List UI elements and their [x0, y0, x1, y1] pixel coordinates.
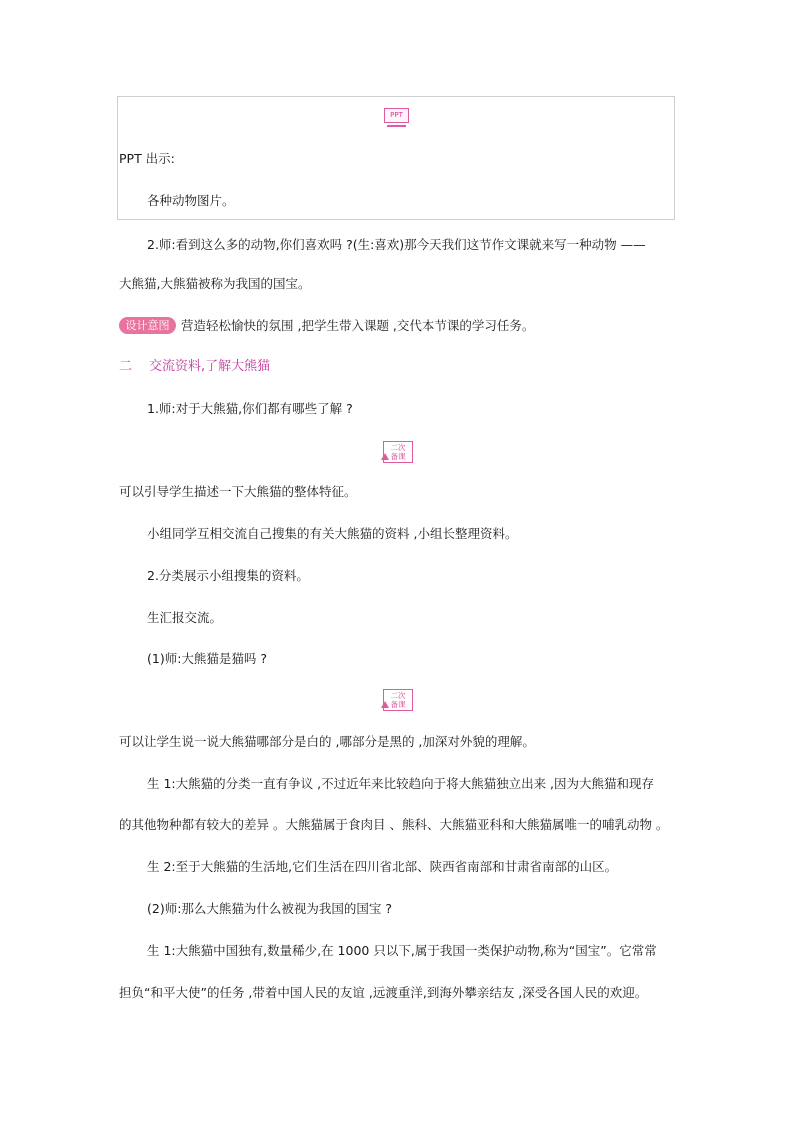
section-title: 交流资料,了解大熊猫 — [149, 359, 271, 374]
student-1-answer-line1: 生 1:大熊猫的分类一直有争议 ,不过近年来比较趋向于将大熊猫独立出来 ,因为大熊猫和现存 — [147, 776, 655, 791]
question-4: (2)师:那么大熊猫为什么被视为我国的国宝 ? — [147, 901, 393, 916]
ppt-content: 各种动物图片。 — [147, 193, 235, 208]
prep-icon-label-b: 备课 — [390, 700, 406, 709]
group-exchange: 小组同学互相交流自己搜集的有关大熊猫的资料 ,小组长整理资料。 — [147, 526, 518, 541]
design-intent-text: 营造轻松愉快的氛围 ,把学生带入课题 ,交代本节课的学习任务。 — [181, 318, 535, 333]
guide-note-2: 可以让学生说一说大熊猫哪部分是白的 ,哪部分是黑的 ,加深对外貌的理解。 — [119, 734, 535, 749]
second-prep-icon — [383, 689, 413, 713]
section-number: 二 — [119, 359, 133, 374]
prep-icon-label-a: 二次 — [390, 443, 406, 452]
teacher-intro-line2: 大熊猫,大熊猫被称为我国的国宝。 — [119, 276, 311, 291]
question-2: 2.分类展示小组搜集的资料。 — [147, 568, 309, 583]
student-1-answer-line2: 的其他物种都有较大的差异 。大熊猫属于食肉目 、熊科、大熊猫亚科和大熊猫属唯一的哺乳动物 。 — [119, 817, 669, 832]
teacher-intro-line1: 2.师:看到这么多的动物,你们喜欢吗 ?(生:喜欢)那今天我们这节作文课就来写一种动物 —— — [147, 237, 646, 252]
student-2-answer: 生 2:至于大熊猫的生活地,它们生活在四川省北部、陕西省南部和甘肃省南部的山区。 — [147, 859, 618, 874]
ppt-heading: PPT 出示: — [119, 151, 175, 166]
prep-icon-label-b: 备课 — [390, 452, 406, 461]
student-3-answer-line2: 担负“和平大使”的任务 ,带着中国人民的友谊 ,远渡重洋,到海外攀亲结友 ,深受各国人民的欢迎。 — [119, 985, 648, 1000]
ppt-icon-label: PPT — [384, 108, 409, 123]
ppt-icon — [384, 108, 409, 128]
student-3-answer-line1: 生 1:大熊猫中国独有,数量稀少,在 1000 只以下,属于我国一类保护动物,称为“国宝”。它常常 — [147, 943, 657, 958]
prep-icon-label-a: 二次 — [390, 691, 406, 700]
question-3: (1)师:大熊猫是猫吗 ? — [147, 651, 268, 666]
question-1: 1.师:对于大熊猫,你们都有哪些了解 ? — [147, 401, 353, 416]
design-intent-badge: 设计意图 — [119, 317, 176, 334]
student-report: 生汇报交流。 — [147, 610, 223, 625]
second-prep-icon — [383, 441, 413, 465]
guide-note-1: 可以引导学生描述一下大熊猫的整体特征。 — [119, 484, 357, 499]
